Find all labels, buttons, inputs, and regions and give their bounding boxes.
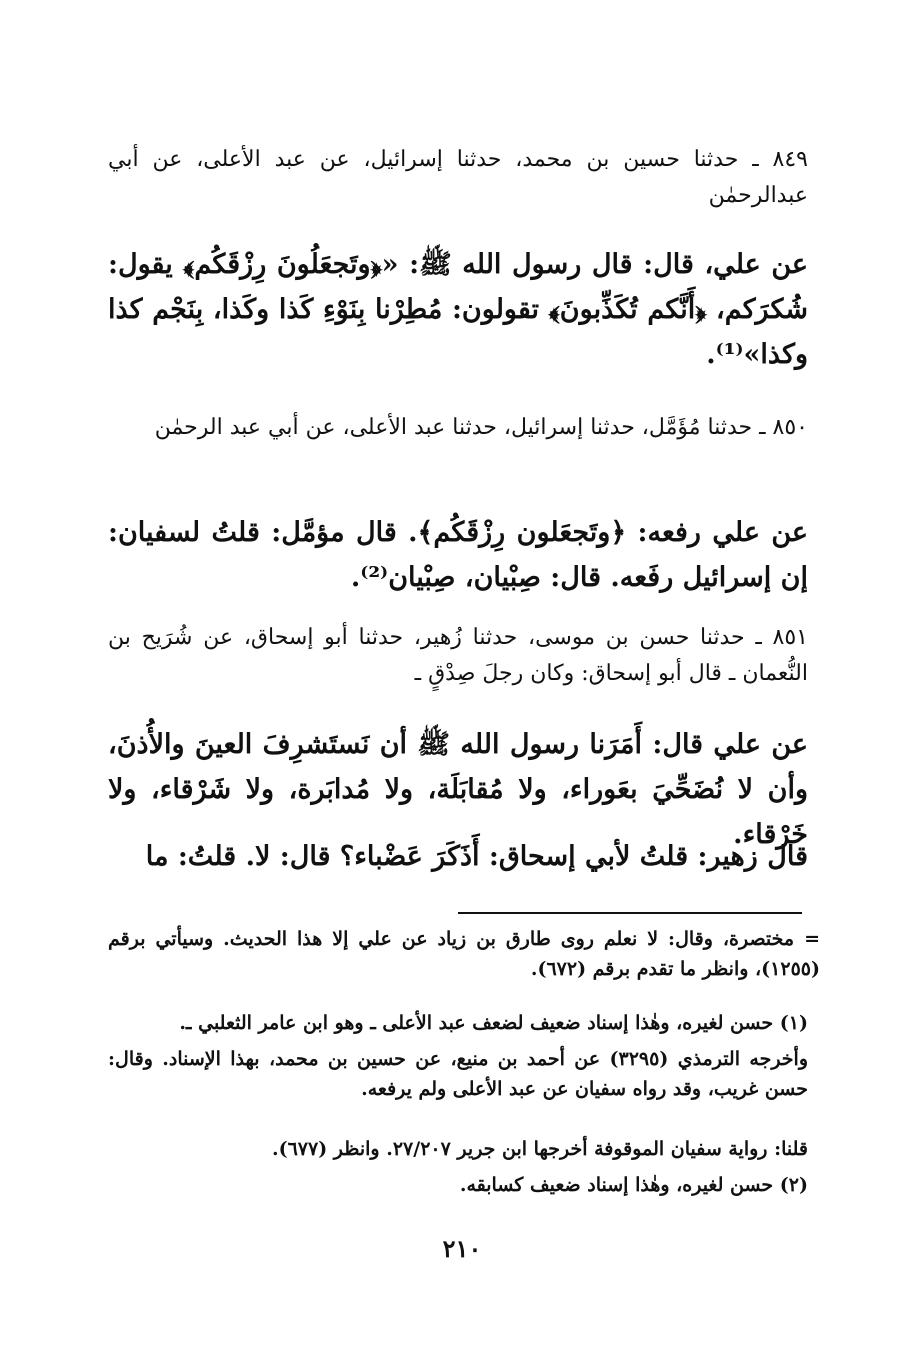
hadith-849-matn: عن علي، قال: قال رسول الله ﷺ: «﴿وتَجعَلُونَ رِزْقَكُم﴾ يقول: شُكرَكم، ﴿أَنَّكم تُكَذِّبونَ﴾ تقولون: مُطِرْنا بِنَوْءِ كَذا وكَذا، بِنَجْم كذا وكذا»⁽¹⁾. (108, 249, 808, 370)
footnote-1: (١) حسن لغيره، وهٰذا إسناد ضعيف لضعف عبد الأعلى ـ وهو ابن عامر الثعلبي ـ. (179, 1012, 808, 1034)
hadith-850-matn: عن علي رفعه: ﴿وتَجعَلون رِزْقَكُم﴾. قال مؤمَّل: قلتُ لسفيان: إن إسرائيل رفَعه. قال: صِبْيان، صِبْيان⁽²⁾. (108, 517, 808, 593)
hadith-850-isnad: ٨٥٠ ـ حدثنا مُؤَمَّل، حدثنا إسرائيل، حدثنا عبد الأعلى، عن أبي عبد الرحمٰن (154, 415, 808, 440)
footnote-1-takhrij: وأخرجه الترمذي (٣٢٩٥) عن أحمد بن منيع، عن حسين بن محمد، بهذا الإسناد. وقال: حسن غريب، وقد رواه سفيان عن عبد الأعلى ولم يرفعه. (108, 1048, 809, 1100)
footnote-2: (٢) حسن لغيره، وهٰذا إسناد ضعيف كسابقه. (459, 1174, 808, 1196)
page-number: ٢١٠ (442, 1234, 482, 1263)
hadith-851-continuation: قال زهير: قلتُ لأبي إسحاق: أَذَكَرَ عَضْباء؟ قال: لا. قلتُ: ما (145, 841, 808, 872)
hadith-851-matn: عن علي قال: أَمَرَنا رسول الله ﷺ أن نَستَشرِفَ العينَ والأُذنَ، وأن لا نُضَحِّيَ بعَوراء، ولا مُقابَلَة، ولا مُدابَرة، ولا شَرْقاء، ولا خَرْقاء. (108, 729, 808, 850)
footnote-separator (458, 912, 802, 914)
footnote-1-note: قلنا: رواية سفيان الموقوفة أخرجها ابن جرير ٢٧/٢٠٧. وانظر (٦٧٧). (271, 1138, 808, 1160)
footnote-continuation: = مختصرة، وقال: لا نعلم روى طارق بن زياد عن علي إلا هذا الحديث. وسيأتي برقم (١٢٥٥)، وانظر ما تقدم برقم (٦٧٢). (108, 928, 820, 980)
hadith-849-isnad: ٨٤٩ ـ حدثنا حسين بن محمد، حدثنا إسرائيل، عن عبد الأعلى، عن أبي عبدالرحمٰن (108, 147, 808, 208)
hadith-851-isnad: ٨٥١ ـ حدثنا حسن بن موسى، حدثنا زُهير، حدثنا أبو إسحاق، عن شُرَيح بن النُّعمان ـ قال أبو إسحاق: وكان رجلَ صِدْقٍ ـ (108, 625, 808, 686)
